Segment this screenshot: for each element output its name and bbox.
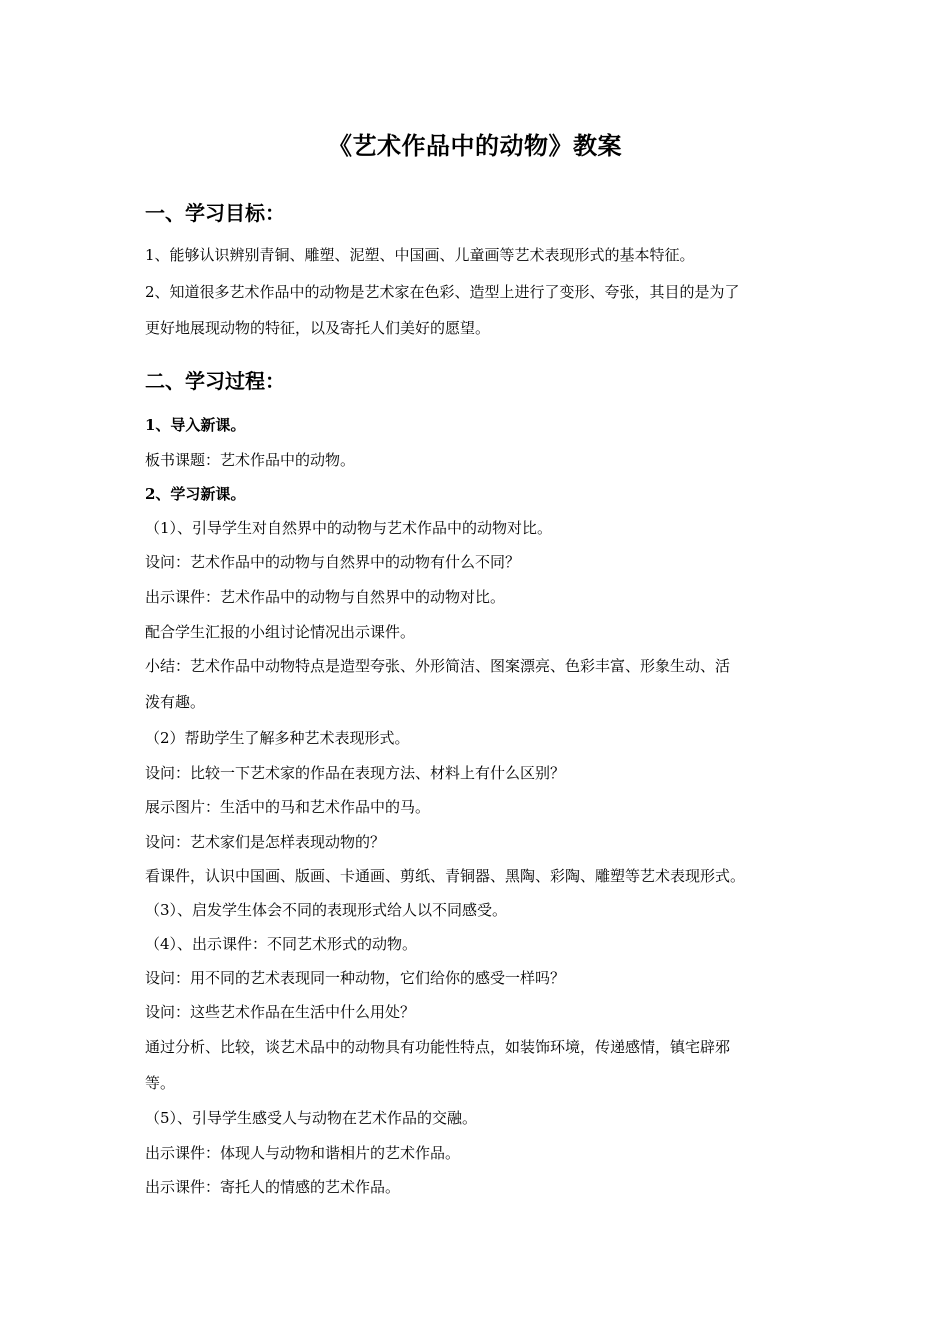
process-line: 出示课件：寄托人的情感的艺术作品。 [145, 1178, 401, 1196]
goal-line-1: 1、能够认识辨别青铜、雕塑、泥塑、中国画、儿童画等艺术表现形式的基本特征。 [145, 246, 695, 264]
process-line: 设问：这些艺术作品在生活中什么用处？ [145, 1003, 416, 1021]
process-subheading-2: 2、学习新课。 [145, 485, 246, 503]
process-line: 设问：比较一下艺术家的作品在表现方法、材料上有什么区别？ [145, 764, 566, 782]
process-line: 泼有趣。 [145, 693, 206, 711]
section-heading-process: 二、学习过程： [145, 369, 285, 393]
process-line: 设问：艺术家们是怎样表现动物的？ [145, 833, 386, 851]
process-line: （5）、引导学生感受人与动物在艺术作品的交融。 [145, 1109, 478, 1127]
process-line: 等。 [145, 1074, 176, 1092]
process-line: 小结：艺术作品中动物特点是造型夸张、外形简洁、图案漂亮、色彩丰富、形象生动、活 [145, 657, 731, 675]
goal-line-2: 2、知道很多艺术作品中的动物是艺术家在色彩、造型上进行了变形、夸张，其目的是为了 [145, 283, 740, 301]
process-subheading-1: 1、导入新课。 [145, 416, 246, 434]
section-heading-goals: 一、学习目标： [145, 201, 285, 225]
process-line: 出示课件：体现人与动物和谐相片的艺术作品。 [145, 1144, 461, 1162]
goal-line-3: 更好地展现动物的特征，以及寄托人们美好的愿望。 [145, 319, 491, 337]
process-line: （2）帮助学生了解多种艺术表现形式。 [145, 729, 410, 747]
process-line: 设问：用不同的艺术表现同一种动物，它们给你的感受一样吗？ [145, 969, 566, 987]
process-line: （3）、启发学生体会不同的表现形式给人以不同感受。 [145, 901, 508, 919]
process-line: 展示图片：生活中的马和艺术作品中的马。 [145, 798, 431, 816]
process-line: 看课件，认识中国画、版画、卡通画、剪纸、青铜器、黑陶、彩陶、雕塑等艺术表现形式。 [145, 867, 746, 885]
process-line: 配合学生汇报的小组讨论情况出示课件。 [145, 623, 416, 641]
process-line: 设问：艺术作品中的动物与自然界中的动物有什么不同？ [145, 553, 521, 571]
process-line: 板书课题：艺术作品中的动物。 [145, 451, 356, 469]
process-line: 通过分析、比较，谈艺术品中的动物具有功能性特点，如装饰环境，传递感情，镇宅辟邪 [145, 1038, 731, 1056]
process-line: （1）、引导学生对自然界中的动物与艺术作品中的动物对比。 [145, 519, 553, 537]
process-line: （4）、出示课件：不同艺术形式的动物。 [145, 935, 418, 953]
process-line: 出示课件：艺术作品中的动物与自然界中的动物对比。 [145, 588, 506, 606]
document-title: 《艺术作品中的动物》教案 [328, 131, 622, 160]
